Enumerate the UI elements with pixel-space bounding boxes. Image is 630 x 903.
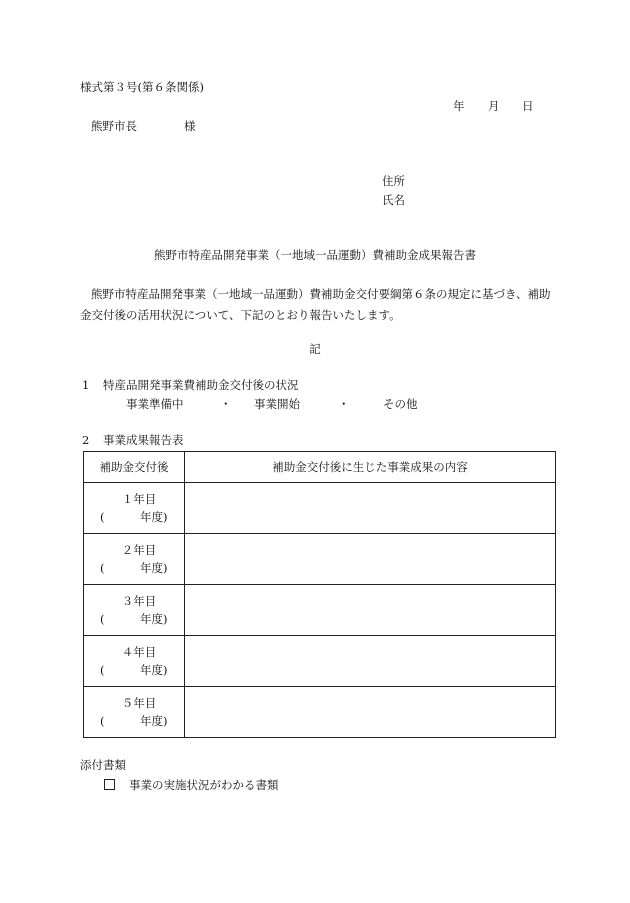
status-option-other: その他	[383, 397, 418, 411]
year-cell	[84, 534, 185, 585]
fiscal-year-label: 年度)	[140, 561, 168, 575]
applicant-address-label: 住所	[382, 174, 405, 188]
col-header-results-content: 補助金交付後に生じた事業成果の内容	[185, 452, 556, 483]
applicant-name-label: 氏名	[382, 193, 405, 207]
paren-open: (	[100, 612, 105, 626]
option-separator: ・	[220, 397, 232, 411]
table-row	[84, 585, 556, 636]
form-number: 様式第３号(第６条関係)	[80, 80, 204, 94]
year-label: １年目	[121, 492, 157, 506]
attachment-item-label: 事業の実施状況がわかる書類	[129, 778, 279, 792]
year-cell	[84, 687, 185, 738]
checkbox-icon[interactable]	[104, 779, 115, 790]
results-content-cell[interactable]	[185, 483, 556, 534]
results-content-cell[interactable]	[185, 534, 556, 585]
paren-open: (	[100, 714, 105, 728]
year-cell	[84, 636, 185, 687]
addressee-honorific: 様	[184, 119, 196, 133]
fiscal-year-label: 年度)	[140, 714, 168, 728]
status-option-preparing: 事業準備中	[126, 397, 184, 411]
year-cell	[84, 483, 185, 534]
paren-open: (	[100, 510, 105, 524]
fiscal-year-label: 年度)	[140, 612, 168, 626]
body-text: 熊野市特産品開発事業（一地域一品運動）費補助金交付要綱第６条の規定に基づき、補助金交付後の活用状況について、下記のとおり報告いたします。	[80, 287, 551, 322]
fiscal-year-label: 年度)	[140, 510, 168, 524]
section1-number: 1	[82, 378, 90, 392]
section2-number: 2	[82, 433, 90, 447]
attachments-heading: 添付書類	[80, 758, 126, 772]
status-option-started: 事業開始	[254, 397, 300, 411]
year-label: ３年目	[121, 594, 157, 608]
date-day-label: 日	[522, 99, 534, 113]
section2-heading: 事業成果報告表	[103, 433, 184, 447]
section1-heading: 特産品開発事業費補助金交付後の状況	[103, 378, 299, 392]
ki-heading: 記	[309, 342, 321, 356]
results-content-cell[interactable]	[185, 687, 556, 738]
results-report-table	[83, 451, 556, 738]
year-label: ４年目	[121, 645, 157, 659]
results-content-cell[interactable]	[185, 585, 556, 636]
date-year-label: 年	[453, 99, 465, 113]
paren-open: (	[100, 561, 105, 575]
table-row	[84, 687, 556, 738]
option-separator: ・	[338, 397, 350, 411]
paren-open: (	[100, 663, 105, 677]
year-label: ２年目	[121, 543, 157, 557]
table-row	[84, 483, 556, 534]
table-row	[84, 534, 556, 585]
document-title: 熊野市特産品開発事業（一地域一品運動）費補助金成果報告書	[154, 248, 476, 262]
year-cell	[84, 585, 185, 636]
attachment-item	[104, 779, 279, 792]
fiscal-year-label: 年度)	[140, 663, 168, 677]
results-content-cell[interactable]	[185, 636, 556, 687]
year-label: ５年目	[121, 696, 157, 710]
table-header-row	[84, 452, 556, 483]
date-month-label: 月	[488, 99, 500, 113]
col-header-after-subsidy: 補助金交付後	[84, 452, 185, 483]
addressee-name: 熊野市長	[91, 119, 137, 133]
table-row	[84, 636, 556, 687]
